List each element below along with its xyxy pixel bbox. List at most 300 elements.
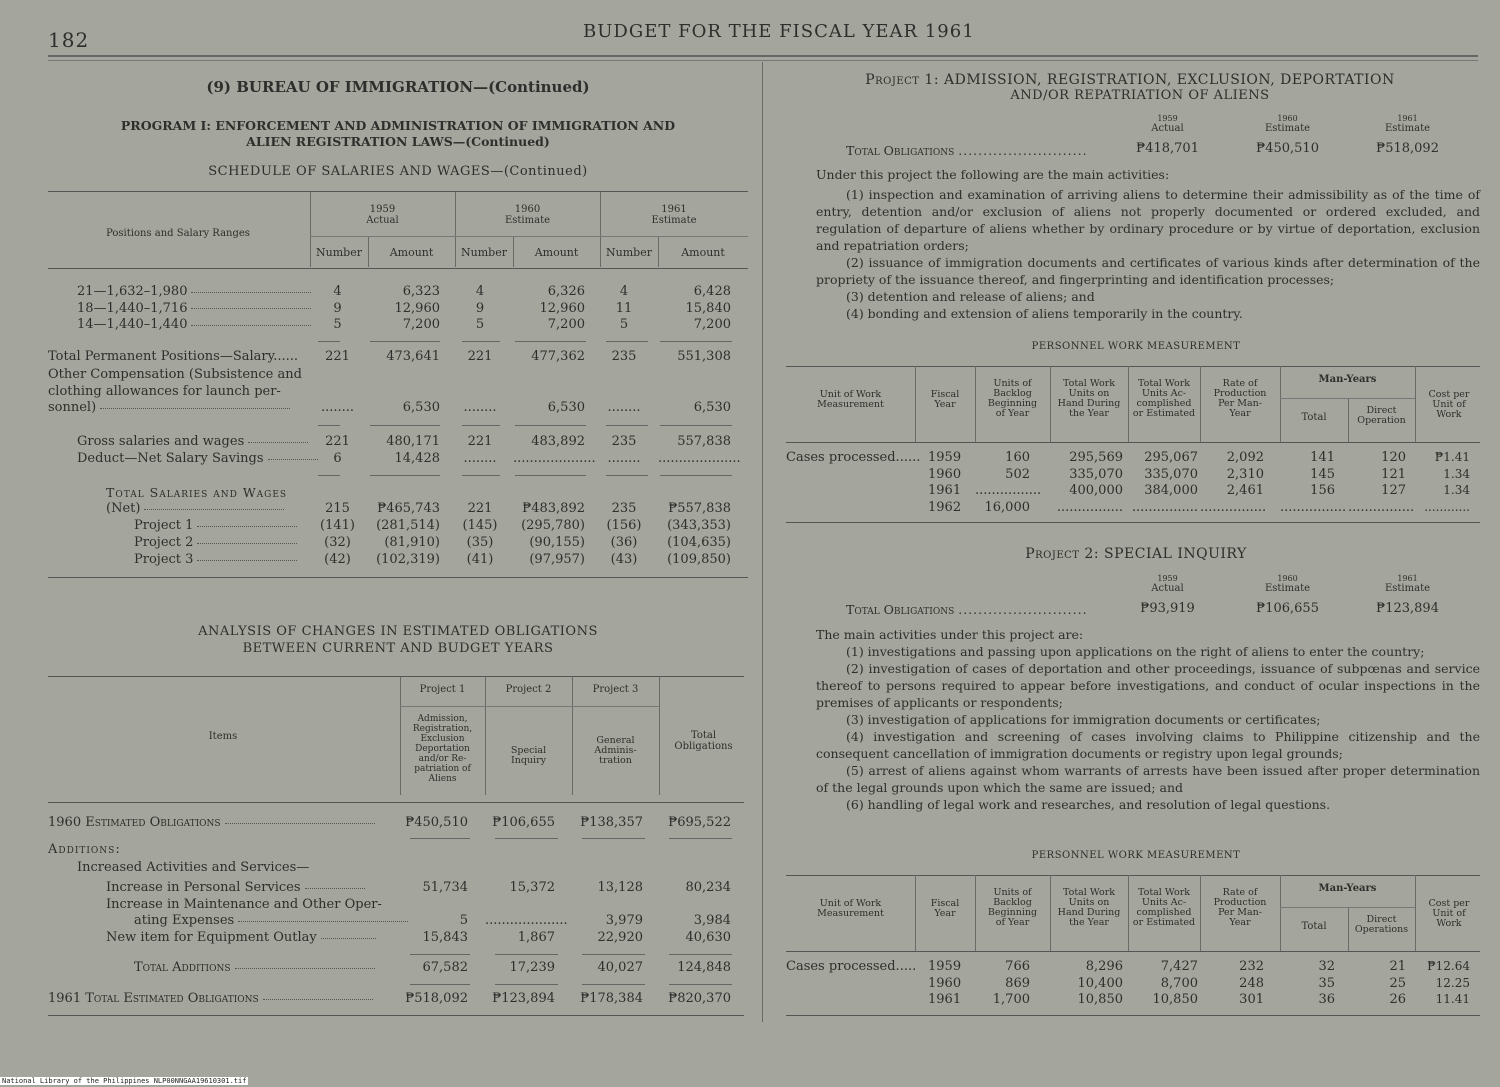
pwm-head-backlog bbox=[975, 379, 1050, 419]
salary-range-row-value: 12,960 bbox=[539, 300, 585, 316]
head-line: Unit of Work bbox=[819, 389, 882, 400]
other-comp-value: 6,530 bbox=[693, 400, 731, 415]
pwm-cell: 141 bbox=[1310, 450, 1335, 465]
leader-dots bbox=[235, 967, 375, 969]
activity-item: (3) investigation of applications for immigration documents or certificates; bbox=[846, 712, 1321, 727]
total-obligations-text: Total Obligations bbox=[846, 602, 955, 617]
total-net-row-value: ₱465,743 bbox=[377, 501, 440, 516]
pwm-cell: 32 bbox=[1318, 959, 1335, 974]
salary-range-row-value: 15,840 bbox=[685, 300, 731, 316]
year-kind: Estimate bbox=[1264, 123, 1311, 134]
deduct-row-value: .................... bbox=[513, 451, 596, 466]
head-line: Hand During bbox=[1057, 907, 1121, 918]
sub-number: Number bbox=[316, 246, 362, 259]
pwm-title-1: PERSONNEL WORK MEASUREMENT bbox=[1031, 341, 1241, 352]
col-positions: Positions and Salary Ranges bbox=[106, 228, 250, 239]
project-1-total-obligations-label: Total Obligations .......................... bbox=[846, 143, 1088, 158]
pwm-cell: 400,000 bbox=[1069, 483, 1123, 498]
total-obligation-value: ₱93,919 bbox=[1140, 601, 1195, 616]
pwm-head-accomp bbox=[1128, 379, 1200, 419]
head-line: Total Work bbox=[1138, 887, 1190, 898]
project-2-title: Project 2: SPECIAL INQUIRY bbox=[1025, 546, 1247, 562]
salary-bottom-rule bbox=[48, 577, 748, 578]
deduct-row-value: .................... bbox=[658, 451, 741, 466]
head-line: Unit of Work bbox=[819, 898, 882, 909]
sub-amount: Amount bbox=[389, 246, 434, 259]
pwm-cell: ................ bbox=[1280, 499, 1347, 515]
total-permanent-row-label bbox=[48, 349, 298, 364]
leader-dots bbox=[197, 525, 297, 527]
pwm-cell: 295,569 bbox=[1069, 450, 1123, 465]
total-additions-row-value: 67,582 bbox=[422, 960, 468, 975]
project-1-description bbox=[400, 714, 485, 784]
pwm-head-rate bbox=[1200, 379, 1280, 419]
sum-rule bbox=[606, 425, 648, 426]
head-line: Rate of bbox=[1222, 378, 1258, 389]
analysis-head-bottom-rule bbox=[48, 802, 744, 803]
sum-rule bbox=[582, 838, 645, 839]
project-row-value: (343,353) bbox=[667, 518, 731, 533]
sum-rule bbox=[660, 475, 732, 476]
pwm-head-bottom-rule bbox=[786, 442, 1480, 443]
total-obligation-value: ₱450,510 bbox=[1256, 141, 1319, 156]
pwm-cell: 16,000 bbox=[984, 499, 1030, 515]
sum-rule bbox=[462, 425, 500, 426]
activity-item: (1) inspection and examination of arriving aliens to determine their admissibility as of the time of entry, detention and/or exclusion of aliens not properly documented or ordered excluded, and regulation of departure of aliens whether by ordinary procedure or by virtue of deportation, exclusion and repatriation orders; bbox=[816, 187, 1480, 253]
total-additions-row-value: 17,239 bbox=[509, 960, 555, 975]
personal-services-row-value: 80,234 bbox=[685, 880, 731, 895]
year-kind: Estimate bbox=[1384, 583, 1431, 594]
leader-dots bbox=[263, 998, 373, 1000]
pwm-head-accomp bbox=[1128, 888, 1200, 928]
project-2-description bbox=[485, 746, 572, 766]
program-title-line2: ALIEN REGISTRATION LAWS—(Continued) bbox=[246, 134, 550, 149]
salary-range-row-value: 7,200 bbox=[402, 317, 440, 332]
leader-dots bbox=[305, 887, 365, 889]
row-label-text: Deduct—Net Salary Savings bbox=[77, 451, 264, 466]
salary-range-row-value: 6,326 bbox=[547, 284, 585, 299]
pwm-cell: 295,067 bbox=[1144, 450, 1198, 465]
total-salaries-line1: Total Salaries and Wages bbox=[106, 485, 288, 500]
head-line: Measurement bbox=[817, 399, 884, 410]
sum-rule bbox=[660, 425, 732, 426]
salary-sub-rule bbox=[310, 236, 748, 237]
desc-line: Admission, bbox=[417, 714, 468, 724]
sum-rule bbox=[669, 954, 732, 955]
activity-item: (5) arrest of aliens against whom warrants of arrests have been issued after proper determination of the legal grounds upon which the same are issued; and bbox=[816, 763, 1480, 795]
increased-label: Increased Activities and Services— bbox=[77, 860, 310, 875]
page-title: BUDGET FOR THE FISCAL YEAR 1961 bbox=[583, 21, 975, 42]
pwm-cell: 8,700 bbox=[1160, 975, 1198, 991]
sum-rule bbox=[462, 475, 500, 476]
head-line: the Year bbox=[1069, 408, 1109, 419]
row-label-text: (Net) bbox=[106, 501, 141, 516]
total-obligations-description bbox=[659, 730, 748, 752]
project-row-value: (42) bbox=[324, 552, 351, 567]
pwm-cell: 2,310 bbox=[1226, 466, 1264, 482]
leader-dots bbox=[191, 307, 311, 309]
total-permanent-row-value: 221 bbox=[467, 349, 493, 364]
sum-rule bbox=[606, 341, 648, 342]
pwm-head-onhand bbox=[1050, 379, 1128, 419]
pwm-cell: 8,296 bbox=[1085, 959, 1123, 974]
salary-range-row-value: 12,960 bbox=[394, 300, 440, 316]
year-label: 1959 bbox=[1157, 574, 1178, 583]
salary-range-row-label bbox=[77, 317, 311, 332]
equipment-row-value: 15,843 bbox=[422, 930, 468, 945]
project-row-value: (295,780) bbox=[521, 518, 585, 533]
leader-dots bbox=[191, 291, 311, 293]
pwm-head-unit bbox=[786, 899, 915, 919]
year-head bbox=[1360, 114, 1455, 134]
pwm-cell: 21 bbox=[1389, 959, 1406, 974]
head-line: Per Man- bbox=[1218, 907, 1262, 918]
salary-range-row-value: 11 bbox=[615, 300, 633, 316]
desc-line: Inquiry bbox=[510, 755, 547, 766]
personal-services-row-value: 51,734 bbox=[422, 880, 468, 895]
personal-services-row-label bbox=[106, 880, 365, 895]
head-line: Cost per bbox=[1428, 389, 1470, 400]
head-line: complished bbox=[1136, 398, 1192, 409]
est-1960-row-value: ₱450,510 bbox=[405, 815, 468, 830]
pwm-bottom-rule bbox=[786, 522, 1480, 523]
salary-range-row-value: 6,323 bbox=[402, 284, 440, 299]
head-line: Backlog bbox=[993, 897, 1032, 908]
salary-range-row-value: 7,200 bbox=[693, 317, 731, 332]
desc-line: Aliens bbox=[428, 774, 457, 784]
row-label-text: 21—1,632–1,980 bbox=[77, 284, 188, 299]
analysis-bottom-rule bbox=[48, 1015, 744, 1016]
schedule-title: SCHEDULE OF SALARIES AND WAGES—(Continued) bbox=[208, 164, 588, 179]
project-1-activities bbox=[816, 186, 1480, 322]
personal-services-row-value: 13,128 bbox=[597, 880, 643, 895]
row-label-text: Project 2 bbox=[134, 535, 194, 550]
pwm-top-rule bbox=[786, 875, 1480, 876]
gross-salaries-row-value: 483,892 bbox=[531, 434, 585, 449]
pwm-cell: ₱12.64 bbox=[1427, 959, 1470, 973]
row-label-text: 1960 Estimated Obligations bbox=[48, 815, 221, 830]
leader-dots bbox=[248, 441, 308, 443]
leader-dots bbox=[197, 559, 297, 561]
equipment-row-value: 22,920 bbox=[597, 930, 643, 945]
gross-salaries-row-value: 221 bbox=[467, 434, 493, 449]
pwm-cell: ................ bbox=[1131, 499, 1198, 515]
head-line: Direct bbox=[1366, 914, 1397, 925]
est-1960-row-value: ₱695,522 bbox=[668, 815, 731, 830]
pwm-head-backlog bbox=[975, 888, 1050, 928]
row-label-text: sonnel) bbox=[48, 400, 97, 415]
sum-rule bbox=[370, 425, 440, 426]
sub-amount: Amount bbox=[681, 246, 725, 259]
pwm-cell: 7,427 bbox=[1160, 959, 1198, 974]
sum-rule bbox=[582, 954, 645, 955]
pwm-cell: 335,070 bbox=[1144, 466, 1198, 482]
sub-number: Number bbox=[461, 246, 507, 259]
project-1-intro: Under this project the following are the main activities: bbox=[816, 167, 1170, 182]
sum-rule bbox=[495, 984, 558, 985]
pwm-cell: 10,850 bbox=[1152, 992, 1198, 1007]
year-head bbox=[1360, 574, 1455, 594]
salary-head-bottom-rule bbox=[48, 268, 748, 269]
desc-line: tration bbox=[599, 755, 632, 766]
project-row-value: (156) bbox=[606, 518, 642, 533]
maintenance-row-value: .................... bbox=[485, 913, 568, 928]
maintenance-row-value: 5 bbox=[459, 913, 468, 928]
head-line: Beginning bbox=[987, 398, 1038, 409]
sum-rule bbox=[515, 425, 586, 426]
year-head bbox=[1240, 574, 1335, 594]
head-line: Units Ac- bbox=[1141, 388, 1187, 399]
total-obligation-value: ₱518,092 bbox=[1376, 141, 1439, 156]
pwm-cell: 384,000 bbox=[1144, 483, 1198, 498]
project-row-value: (104,635) bbox=[667, 535, 731, 550]
other-comp-value: 6,530 bbox=[402, 400, 440, 415]
leader-dots bbox=[238, 920, 408, 922]
pwm-cell: 10,850 bbox=[1077, 992, 1123, 1007]
head-line: Operations bbox=[1354, 924, 1409, 935]
total-obligation-value: ₱106,655 bbox=[1256, 601, 1319, 616]
est-1961-row-value: ₱123,894 bbox=[492, 991, 555, 1006]
sum-rule bbox=[515, 341, 586, 342]
pwm-fiscal-year: 1960 bbox=[928, 466, 962, 482]
desc-line: Exclusion bbox=[420, 734, 465, 744]
other-comp-line3 bbox=[48, 400, 290, 415]
total-net-row-label bbox=[106, 501, 284, 516]
row-label-text: 18—1,440–1,716 bbox=[77, 300, 188, 316]
sum-rule bbox=[318, 475, 340, 476]
head-line: Per Man- bbox=[1218, 398, 1262, 409]
pwm-cell: ₱1.41 bbox=[1434, 450, 1470, 464]
total-permanent-row-value: 477,362 bbox=[531, 349, 585, 364]
project-row-label bbox=[134, 552, 297, 567]
salary-range-row-value: 5 bbox=[475, 317, 485, 332]
pwm-fiscal-year: 1959 bbox=[928, 450, 962, 465]
gross-salaries-row-value: 557,838 bbox=[677, 434, 731, 449]
year-label: 1960 bbox=[1277, 574, 1298, 583]
pwm-cell: 1.34 bbox=[1443, 483, 1470, 497]
pwm-cell: 35 bbox=[1318, 975, 1335, 991]
est-1961-row-value: ₱178,384 bbox=[580, 991, 643, 1006]
project-2-activities bbox=[816, 643, 1480, 813]
year-kind: Actual bbox=[1151, 583, 1184, 594]
sub-amount: Amount bbox=[534, 246, 579, 259]
analysis-top-rule bbox=[48, 676, 744, 677]
total-obligations-text: Total Obligations bbox=[846, 143, 955, 158]
header-rule bbox=[48, 55, 1478, 57]
salary-range-row-value: 4 bbox=[475, 284, 485, 299]
pwm-cell: 12.25 bbox=[1435, 975, 1470, 990]
year-kind: Estimate bbox=[1384, 123, 1431, 134]
year-head bbox=[1120, 114, 1215, 134]
pwm-head-cost bbox=[1415, 899, 1483, 929]
salary-range-row-value: 5 bbox=[333, 317, 342, 332]
head-line: Work bbox=[1436, 918, 1462, 929]
analysis-project-2: Project 2 bbox=[505, 684, 552, 695]
year-kind: Estimate bbox=[651, 215, 697, 226]
salary-year-1961 bbox=[600, 204, 748, 226]
desc-line: patriation of bbox=[414, 764, 471, 774]
pwm-head-total: Total bbox=[1301, 412, 1327, 423]
sum-rule bbox=[515, 475, 586, 476]
head-line: Production bbox=[1213, 388, 1267, 399]
salary-year-1959 bbox=[310, 204, 455, 226]
est-1960-row-value: ₱106,655 bbox=[492, 815, 555, 830]
pwm-head-rate bbox=[1200, 888, 1280, 928]
pwm-fiscal-year: 1962 bbox=[928, 499, 962, 515]
project-row-label bbox=[134, 535, 297, 550]
project-row-value: (281,514) bbox=[376, 518, 440, 533]
head-line: Year bbox=[934, 908, 956, 919]
sum-rule bbox=[370, 341, 440, 342]
leader-dots bbox=[321, 937, 376, 939]
total-net-row-value: ₱483,892 bbox=[522, 501, 585, 516]
year-label: 1961 bbox=[1397, 114, 1418, 123]
sum-rule bbox=[669, 984, 732, 985]
pwm-cell: 25 bbox=[1389, 975, 1406, 991]
desc-line: Deportation bbox=[415, 744, 470, 754]
head-line: of Year bbox=[995, 917, 1030, 928]
year-label: 1959 bbox=[369, 204, 396, 215]
pwm-head-manyears: Man-Years bbox=[1318, 883, 1377, 894]
pwm-head-total: Total bbox=[1301, 921, 1327, 932]
pwm-cell: 1,700 bbox=[992, 992, 1030, 1007]
row-label-text: Gross salaries and wages bbox=[77, 434, 245, 449]
year-kind: Estimate bbox=[504, 215, 551, 226]
sub-number: Number bbox=[606, 246, 652, 259]
total-additions-row-label bbox=[134, 960, 375, 975]
project-row-value: (141) bbox=[320, 518, 355, 533]
analysis-project-1: Project 1 bbox=[419, 684, 466, 695]
salary-table-top-rule bbox=[48, 191, 748, 192]
deduct-row-value: ........ bbox=[607, 451, 641, 466]
salary-range-row-value: 9 bbox=[333, 300, 342, 316]
project-row-value: (97,957) bbox=[529, 552, 585, 567]
pwm-cell: 26 bbox=[1389, 992, 1406, 1007]
head-line: Units of bbox=[993, 887, 1032, 898]
pwm-fiscal-year: 1961 bbox=[928, 483, 962, 498]
sum-rule bbox=[669, 838, 732, 839]
other-comp-value: ........ bbox=[320, 400, 355, 415]
project-row-value: (32) bbox=[324, 535, 351, 550]
leader-dots bbox=[144, 508, 284, 510]
year-label: 1961 bbox=[1397, 574, 1418, 583]
gross-salaries-row-value: 221 bbox=[325, 434, 350, 449]
total-net-row-value: ₱557,838 bbox=[668, 501, 731, 516]
head-line: Operation bbox=[1357, 415, 1406, 426]
head-line: Units Ac- bbox=[1141, 897, 1187, 908]
desc-line: Registration, bbox=[412, 724, 473, 734]
salary-range-row-value: 5 bbox=[619, 317, 629, 332]
head-line: Total Work bbox=[1063, 378, 1115, 389]
head-line: Year bbox=[1229, 917, 1251, 928]
year-head bbox=[1240, 114, 1335, 134]
pwm-cell: 127 bbox=[1381, 483, 1406, 498]
pwm-cell: 11.41 bbox=[1435, 992, 1470, 1006]
pwm-head-direct2 bbox=[1348, 915, 1415, 935]
head-line: Year bbox=[1229, 408, 1251, 419]
head-line: Hand During bbox=[1057, 398, 1121, 409]
salary-year-1960 bbox=[455, 204, 600, 226]
equipment-row-value: 1,867 bbox=[517, 930, 555, 945]
pwm-cell: 156 bbox=[1310, 483, 1335, 498]
pwm-head-manyears: Man-Years bbox=[1318, 374, 1377, 385]
bureau-title: (9) BUREAU OF IMMIGRATION—(Continued) bbox=[206, 78, 590, 96]
pwm-head-cost bbox=[1415, 390, 1483, 420]
pwm-sub-rule bbox=[1280, 398, 1415, 399]
salary-range-row-value: 4 bbox=[619, 284, 629, 299]
pwm-cell: 36 bbox=[1318, 992, 1335, 1007]
pwm-cell: 120 bbox=[1381, 450, 1406, 465]
head-line: Unit of bbox=[1432, 908, 1466, 919]
sum-rule bbox=[370, 475, 440, 476]
activity-item: (2) issuance of immigration documents and certificates of various kinds after determination of the propriety of the issuance thereof, and fingerprinting and identification processes; bbox=[816, 255, 1480, 287]
head-line: Units of bbox=[993, 378, 1032, 389]
pwm-row-label: Cases processed...... bbox=[786, 450, 921, 465]
activity-item: (2) investigation of cases of deportation and other proceedings, issuance of subpœnas and service thereof to persons required to appear before investigations, and conduct of ocular inspections in the premises of applicants or respondents; bbox=[816, 661, 1480, 710]
gross-salaries-row-value: 480,171 bbox=[386, 434, 440, 449]
program-title-line1: PROGRAM I: ENFORCEMENT AND ADMINISTRATION OF IMMIGRATION AND bbox=[120, 118, 676, 133]
pwm-cell: ............ bbox=[1424, 499, 1470, 514]
pwm-cell: 248 bbox=[1239, 975, 1264, 991]
pwm-cell: 502 bbox=[1005, 466, 1030, 482]
year-kind: Actual bbox=[366, 215, 399, 226]
sum-rule bbox=[318, 341, 340, 342]
salary-range-row-value: 6,428 bbox=[693, 284, 731, 299]
desc-line: Total bbox=[690, 730, 717, 741]
row-label-text: New item for Equipment Outlay bbox=[106, 930, 317, 945]
equipment-row-label bbox=[106, 930, 376, 945]
deduct-row-value: 6 bbox=[333, 451, 342, 466]
leader-dots bbox=[225, 822, 375, 824]
deduct-row-value: 14,428 bbox=[394, 451, 440, 466]
deduct-row-label bbox=[77, 451, 318, 466]
other-comp-value: ........ bbox=[607, 400, 641, 415]
total-net-row-value: 215 bbox=[325, 501, 350, 516]
est-1961-row-label bbox=[48, 991, 373, 1006]
sum-rule bbox=[660, 341, 732, 342]
deduct-row-value: ........ bbox=[463, 451, 497, 466]
pwm-cell: ................ bbox=[1056, 499, 1123, 515]
other-comp-line1: Other Compensation (Subsistence and bbox=[48, 367, 302, 382]
row-label-text: Project 1 bbox=[134, 518, 194, 533]
activity-item: (4) bonding and extension of aliens temporarily in the country. bbox=[846, 306, 1243, 321]
project-1-title-line1: Project 1: ADMISSION, REGISTRATION, EXCLUSION, DEPORTATION bbox=[865, 72, 1395, 88]
project-2-intro: The main activities under this project are: bbox=[816, 627, 1084, 642]
head-line: complished bbox=[1136, 907, 1192, 918]
page-number: 182 bbox=[48, 28, 90, 52]
salary-range-row-label bbox=[77, 301, 311, 316]
head-line: Fiscal bbox=[930, 898, 960, 909]
pwm-cell: 2,461 bbox=[1226, 483, 1264, 498]
sum-rule bbox=[495, 954, 558, 955]
year-kind: Actual bbox=[1151, 123, 1184, 134]
analysis-sub-rule bbox=[400, 706, 659, 707]
head-line: Year bbox=[934, 399, 956, 410]
leader-dots bbox=[191, 324, 311, 326]
est-1961-row-value: ₱820,370 bbox=[668, 991, 731, 1006]
head-line: Measurement bbox=[817, 908, 884, 919]
pwm-cell: 10,400 bbox=[1077, 975, 1123, 991]
sum-rule bbox=[410, 954, 470, 955]
project-row-label bbox=[134, 518, 297, 533]
est-1961-row-value: ₱518,092 bbox=[405, 991, 468, 1006]
row-label-text: 1961 Total Estimated Obligations bbox=[48, 991, 259, 1006]
project-row-value: (43) bbox=[610, 552, 638, 567]
salary-range-row-value: 9 bbox=[475, 300, 485, 316]
head-line: Rate of bbox=[1222, 887, 1258, 898]
sum-rule bbox=[606, 475, 648, 476]
column-divider bbox=[762, 62, 763, 1022]
